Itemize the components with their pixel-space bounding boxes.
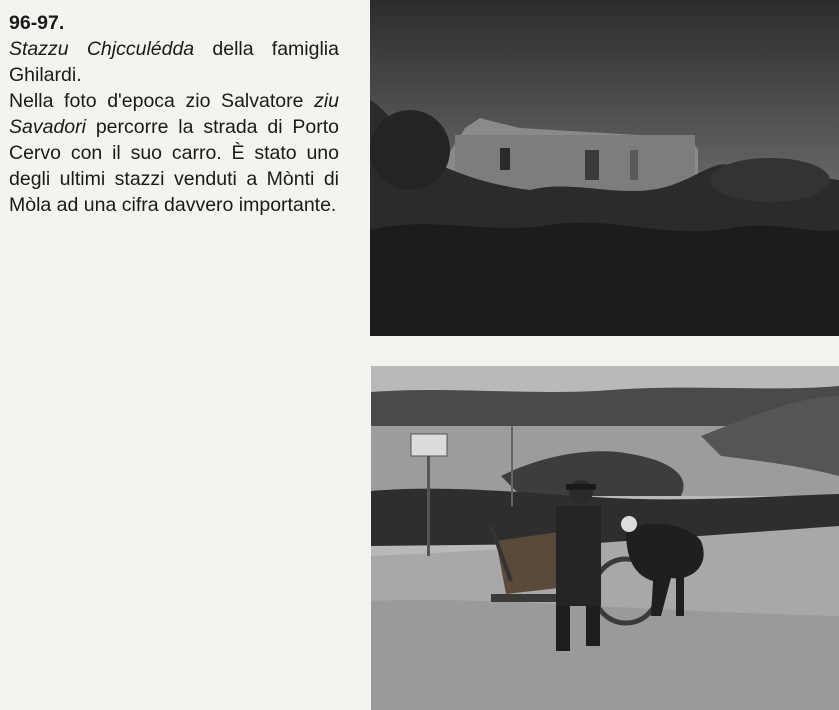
caption-body [9, 88, 339, 218]
ox-cart-photo-graphic [371, 366, 839, 710]
photo-caption [9, 10, 339, 218]
caption-title [9, 36, 339, 88]
photo-ox-cart [371, 366, 839, 710]
caption-body-start: Nella foto d'epoca zio Salvatore [9, 90, 315, 112]
stazzu-photo-graphic [370, 0, 839, 336]
caption-title-rest: della famiglia Ghilardi. [9, 38, 339, 86]
photo-stazzu [370, 0, 839, 336]
caption-body-rest: percorre la strada di Porto Cervo con il suo carro. È stato uno degli ultimi stazzi venduti a Mònti di Mòla ad una cifra davvero importante. [9, 116, 339, 216]
caption-number: 96-97. [9, 12, 65, 34]
caption-title-italic: Stazzu Chjcculédda [9, 38, 195, 60]
caption-name-italic: ziu Savadori [9, 90, 339, 138]
